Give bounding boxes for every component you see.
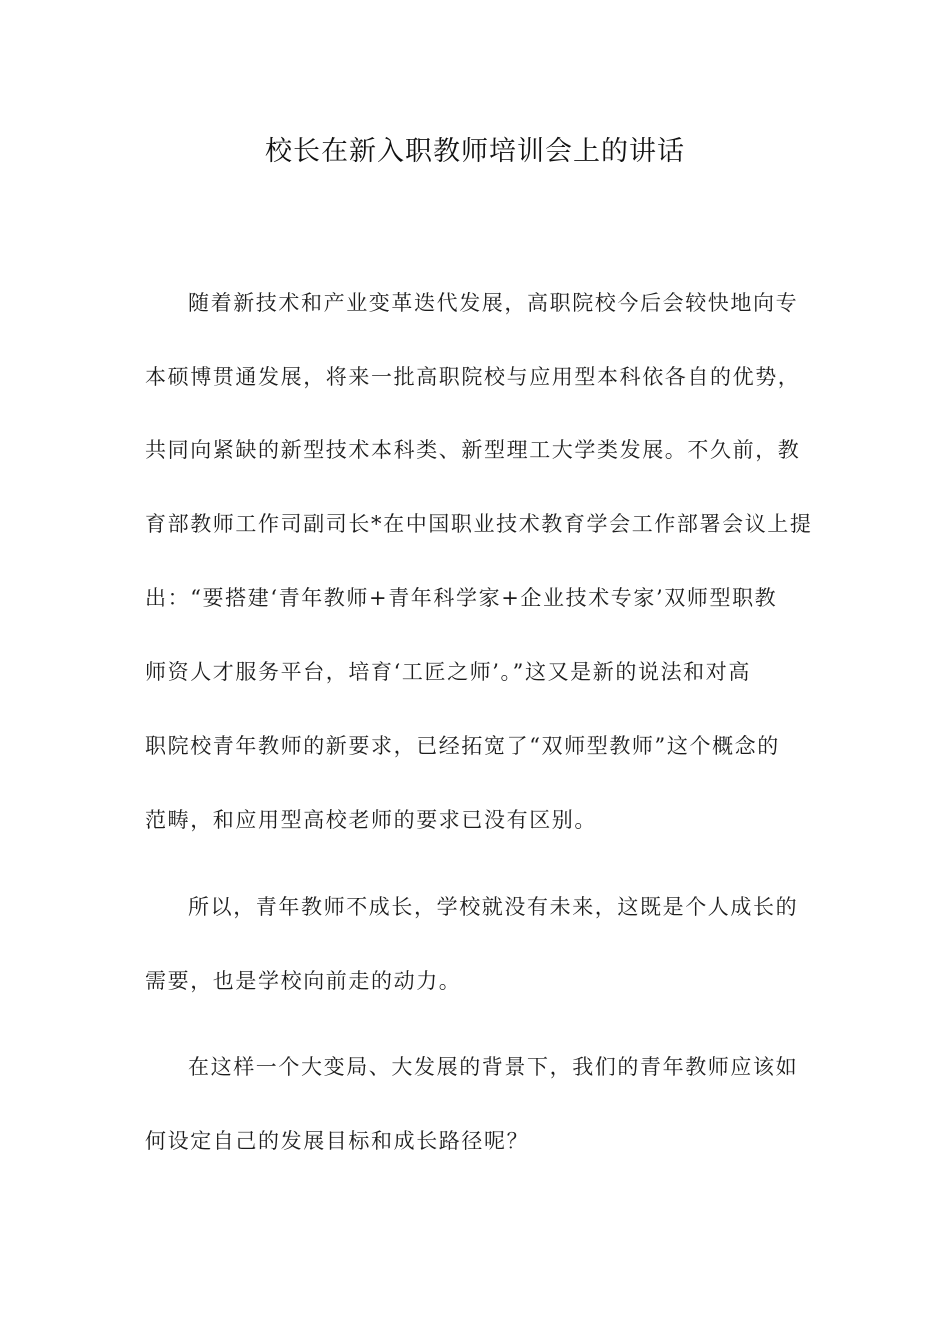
paragraph-line: 所以，青年教师不成长，学校就没有未来，这既是个人成长的 <box>188 895 799 919</box>
paragraph-line: 出：“要搭建‘青年教师+青年科学家+企业技术专家’双师型职教 <box>145 586 778 610</box>
paragraph-line: 育部教师工作司副司长*在中国职业技术教育学会工作部署会议上提 <box>145 512 813 536</box>
paragraph-line: 需要，也是学校向前走的动力。 <box>145 969 462 993</box>
paragraph-line: 本硕博贯通发展，将来一批高职院校与应用型本科依各自的优势， <box>145 365 801 389</box>
paragraph-line: 范畴，和应用型高校老师的要求已没有区别。 <box>145 808 597 832</box>
paragraph-line: 师资人才服务平台，培育‘工匠之师’。”这又是新的说法和对高 <box>145 660 751 684</box>
paragraph-line: 在这样一个大变局、大发展的背景下，我们的青年教师应该如 <box>188 1055 799 1079</box>
paragraph-line: 随着新技术和产业变革迭代发展，高职院校今后会较快地向专 <box>188 291 799 315</box>
paragraph-line: 共同向紧缺的新型技术本科类、新型理工大学类发展。不久前，教 <box>145 438 801 462</box>
paragraph-line: 何设定自己的发展目标和成长路径呢？ <box>145 1129 530 1153</box>
paragraph-line: 职院校青年教师的新要求，已经拓宽了“双师型教师”这个概念的 <box>145 734 780 758</box>
document-title: 校长在新入职教师培训会上的讲话 <box>265 136 685 167</box>
